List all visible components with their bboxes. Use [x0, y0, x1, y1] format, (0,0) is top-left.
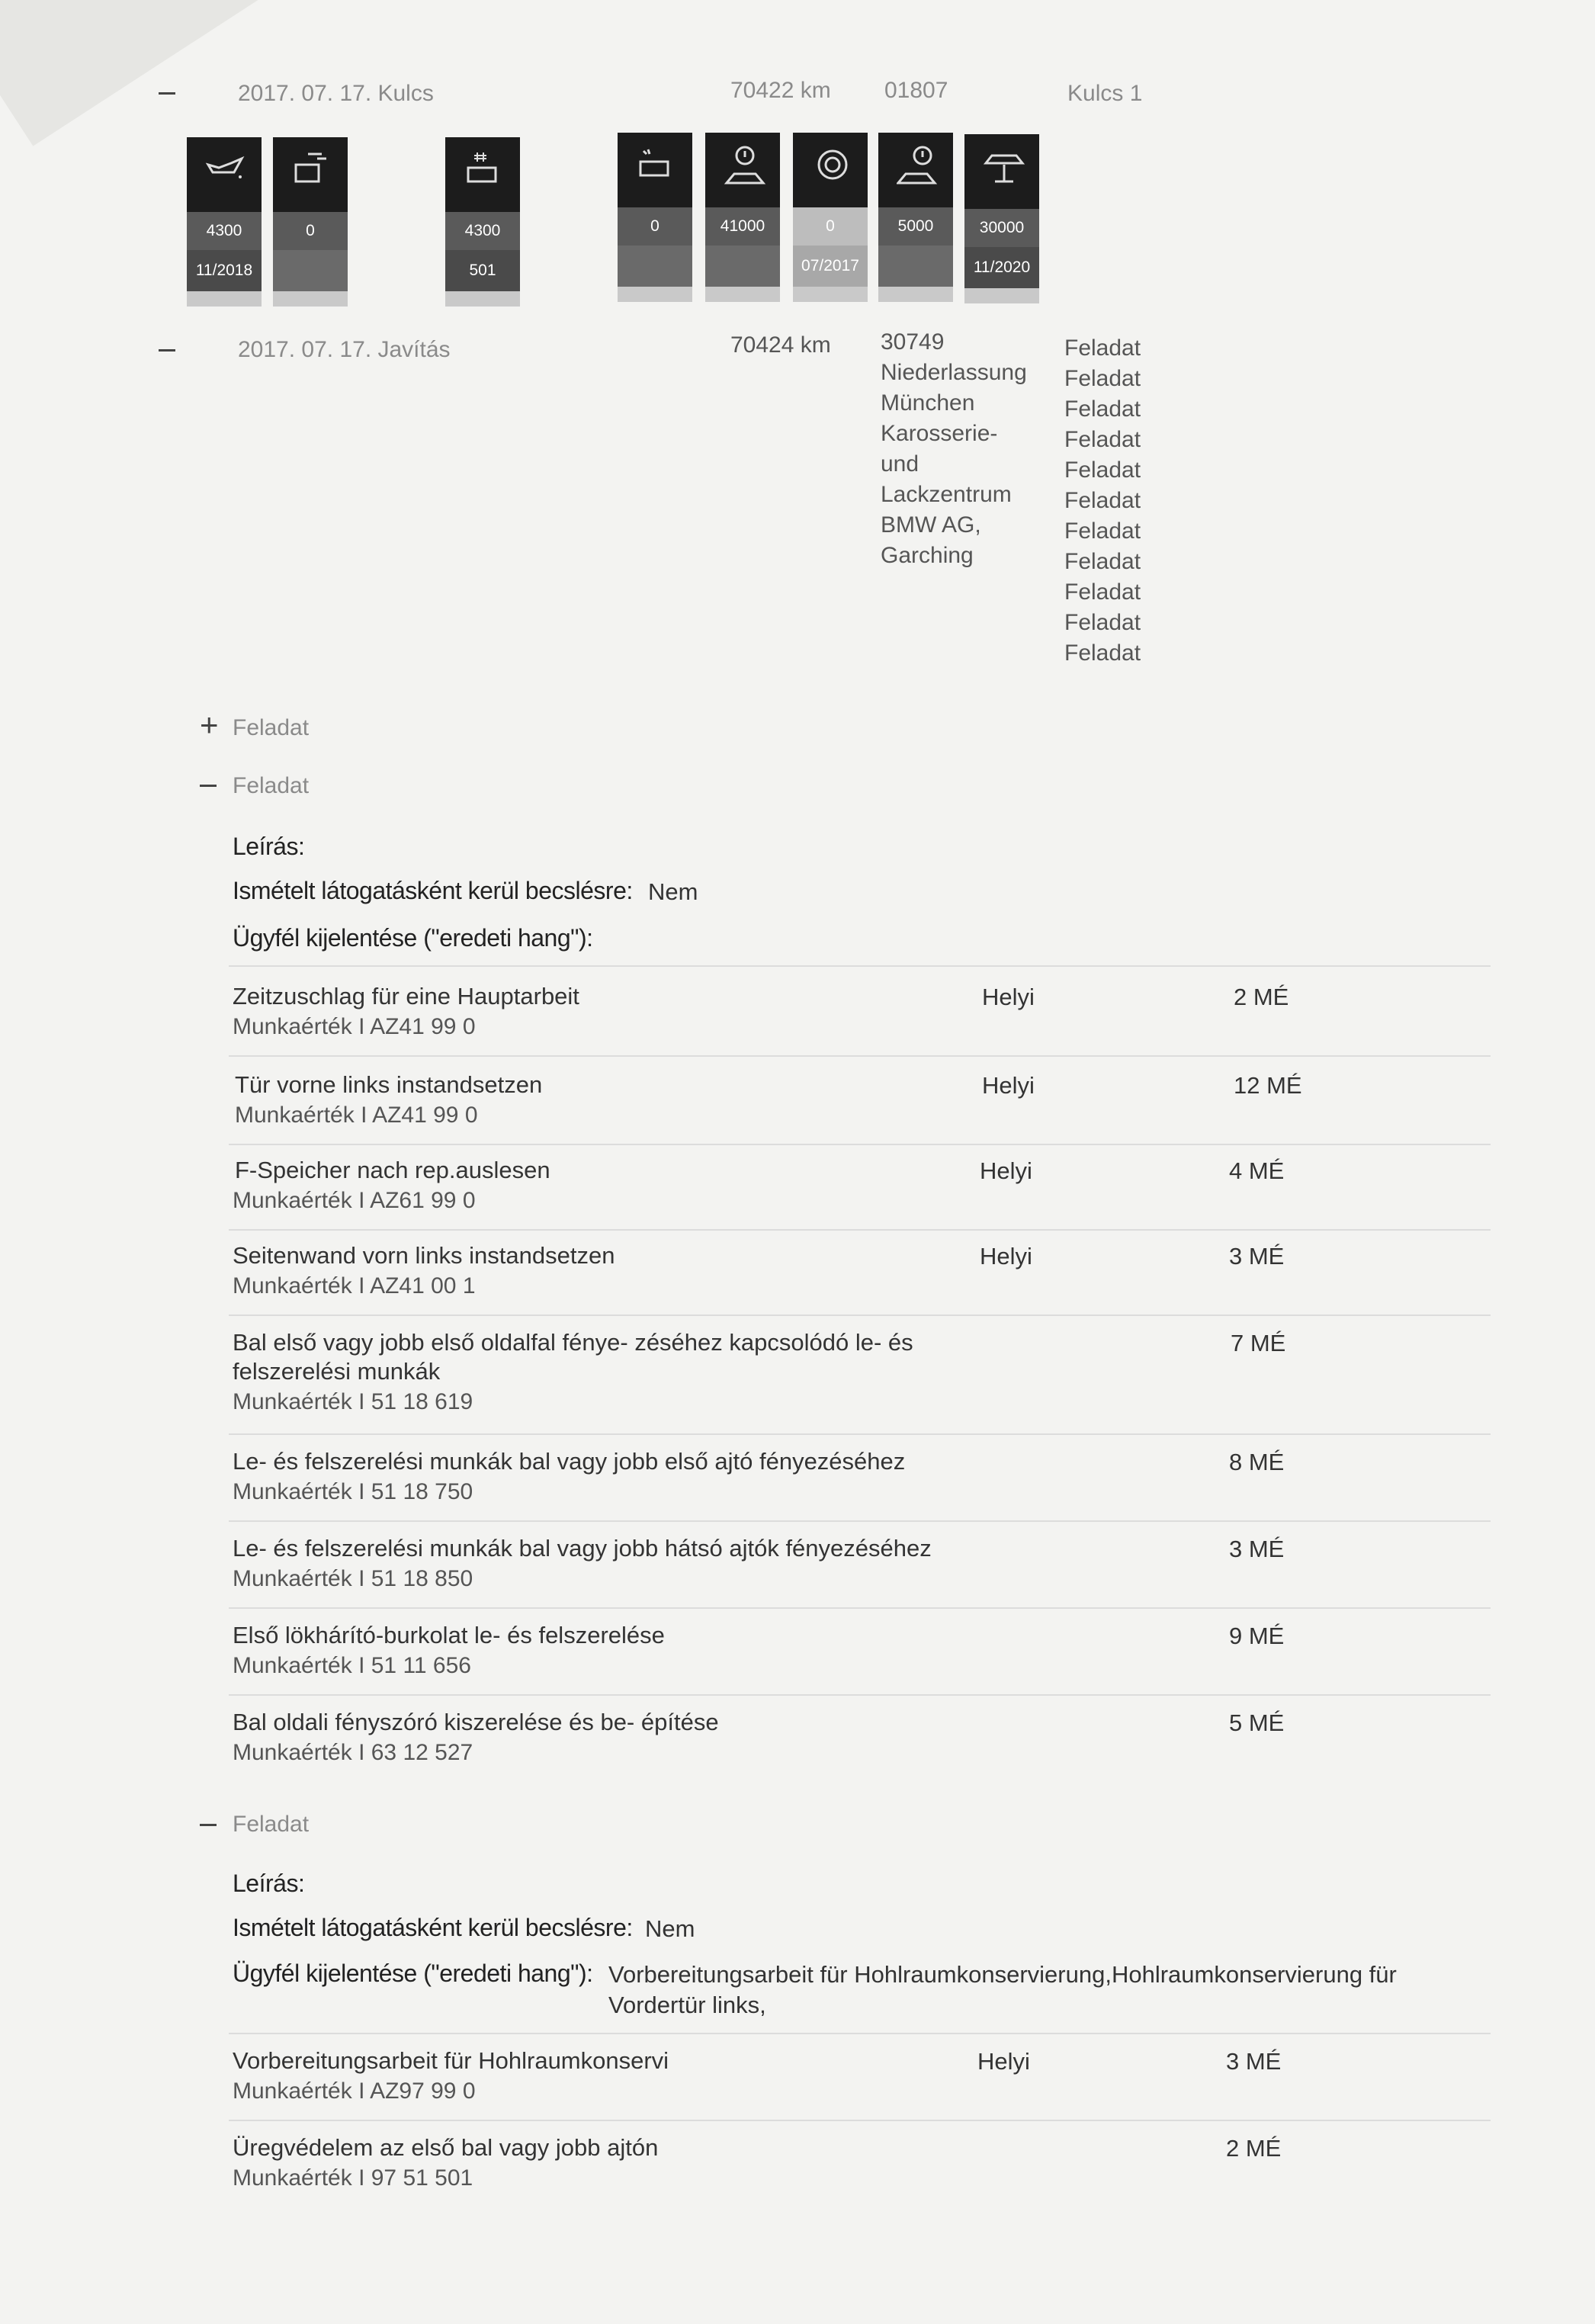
collapse-task-icon[interactable]: [200, 1824, 217, 1826]
task-link[interactable]: Feladat: [1064, 610, 1141, 635]
repeat-visit-label: Ismételt látogatásként kerül becslésre:: [233, 877, 633, 904]
brake-fluid-icon: [291, 149, 331, 189]
repeat-visit-label: Ismételt látogatásként kerül becslésre:: [233, 1914, 633, 1941]
rear-brake-icon: [897, 145, 939, 191]
service-tile-vehicle-check: 30000 11/2020: [964, 134, 1039, 303]
task-title[interactable]: Feladat: [233, 773, 310, 798]
description-label: Leírás:: [233, 1870, 305, 1897]
divider: [229, 1607, 1491, 1609]
service-tile-battery-service: 4300 501: [445, 137, 520, 307]
front-brake-icon: [724, 145, 766, 191]
divider: [229, 1433, 1491, 1435]
divider: [229, 1314, 1491, 1316]
collapse-repair-entry-icon[interactable]: [159, 349, 175, 351]
divider: [229, 1144, 1491, 1145]
customer-statement-value: Vorbereitungsarbeit für Hohlraumkonservierung,Hohlraumkonservierung für: [608, 1961, 1397, 1988]
divider: [229, 1520, 1491, 1522]
service-tile-rear-brake: 5000: [878, 133, 953, 302]
task-link[interactable]: Feladat: [1064, 457, 1141, 483]
task-link[interactable]: Feladat: [1064, 549, 1141, 574]
repair-entry-km: 70424 km: [730, 332, 831, 358]
service-tile-front-brake: 41000: [705, 133, 780, 302]
battery-icon: [636, 145, 676, 185]
battery-service-icon: [464, 149, 503, 189]
divider: [229, 1055, 1491, 1057]
divider: [229, 2033, 1491, 2034]
collapse-task-icon[interactable]: [200, 785, 217, 787]
task-link[interactable]: Feladat: [1064, 335, 1141, 361]
expand-task-icon[interactable]: +: [200, 707, 219, 743]
inspection-icon: [811, 145, 854, 188]
repeat-visit-value: Nem: [648, 878, 698, 905]
divider: [229, 1694, 1491, 1696]
key-entry-date: 2017. 07. 17. Kulcs: [238, 81, 434, 106]
key-entry-key: Kulcs 1: [1067, 81, 1143, 106]
task-link[interactable]: Feladat: [1064, 518, 1141, 544]
task-link[interactable]: Feladat: [1064, 640, 1141, 666]
collapse-key-entry-icon[interactable]: [159, 92, 175, 95]
task-link[interactable]: Feladat: [1064, 427, 1141, 452]
divider: [229, 965, 1491, 967]
task-link[interactable]: Feladat: [1064, 396, 1141, 422]
task-title[interactable]: Feladat: [233, 1812, 310, 1837]
repeat-visit-value: Nem: [645, 1915, 695, 1942]
service-history-page: 2017. 07. 17. Kulcs 70422 km 01807 Kulcs 1 4300 11/2018 0 4300 501 0 41000 0 07/2017 5000 30000 11/2020 2017. 07. 17. Javítás 70424 km 30749 Niederlassung München Karosserie- und Lackzentrum BMW AG, Garching Feladat Feladat Feladat Feladat Feladat Feladat Feladat Feladat Feladat Feladat Feladat + Feladat Feladat Leírás: Ismételt látogatásként kerül becslésre: Nem Ügyfél kijelentése ("eredeti hang"): Zeitzuschlag für eine Hauptarbeit Munkaérték I AZ41 99 0 Helyi 2 MÉ Tür vorne links instandsetzen Munkaérték I AZ41 99 0 Helyi 12 MÉ F-Speicher nach rep.auslesen Munkaérték I AZ61 99 0 Helyi 4 MÉ Seitenwand vorn links instandsetzen Munkaérték I AZ41 00 1 Helyi 3 MÉ Bal első vagy jobb első oldalfal fénye- zéséhez kapcsolódó le- és felszerelési munkák Munkaérték I 51 18 619 7 MÉ Le- és felszerelési munkák bal vagy jobb első ajtó fényezéséhez Munkaérték I 51 18 750 8 MÉ Le- és felszerelési munkák bal vagy jobb hátsó ajtók fényezéséhez Munkaérték I 51 18 850 3 MÉ Első lökhárító-burkolat le- és felszerelése Munkaérték I 51 11 656 9 MÉ Bal oldali fényszóró kiszerelése és be- építése Munkaérték I 63 12 527 5 MÉ Feladat Leírás: Ismételt látogatásként kerül becslésre: Nem Ügyfél kijelentése ("eredeti hang"): Vorbereitungsarbeit für Hohlraumkonservierung,Hohlraumkonservierung für Vordertür links, Vorbereitungsarbeit für Hohlraumkonservi Munkaérték I AZ97 99 0 Helyi 3 MÉ Üregvédelem az első bal vagy jobb ajtón Munkaérték I 97 51 501 2 MÉ: [0, 0, 1595, 2324]
key-entry-km: 70422 km: [730, 78, 831, 103]
oil-can-icon: [205, 149, 245, 189]
service-tile-oil: 4300 11/2018: [187, 137, 262, 307]
vehicle-check-icon: [983, 146, 1025, 189]
divider: [229, 2120, 1491, 2121]
customer-statement-value-cont: Vordertür links,: [608, 1992, 766, 2018]
paper-fold: [0, 0, 276, 146]
collapsed-task-title[interactable]: Feladat: [233, 715, 310, 740]
service-tile-inspection: 0 07/2017: [793, 133, 868, 302]
customer-statement-label: Ügyfél kijelentése ("eredeti hang"):: [233, 924, 593, 952]
service-tile-brake-fluid: 0: [273, 137, 348, 307]
task-link[interactable]: Feladat: [1064, 366, 1141, 391]
divider: [229, 1229, 1491, 1231]
task-link[interactable]: Feladat: [1064, 488, 1141, 513]
repair-entry-date: 2017. 07. 17. Javítás: [238, 337, 451, 362]
description-label: Leírás:: [233, 833, 305, 860]
key-entry-code: 01807: [884, 78, 948, 103]
task-link[interactable]: Feladat: [1064, 579, 1141, 605]
service-tile-battery: 0: [618, 133, 692, 302]
customer-statement-label: Ügyfél kijelentése ("eredeti hang"):: [233, 1960, 593, 1987]
